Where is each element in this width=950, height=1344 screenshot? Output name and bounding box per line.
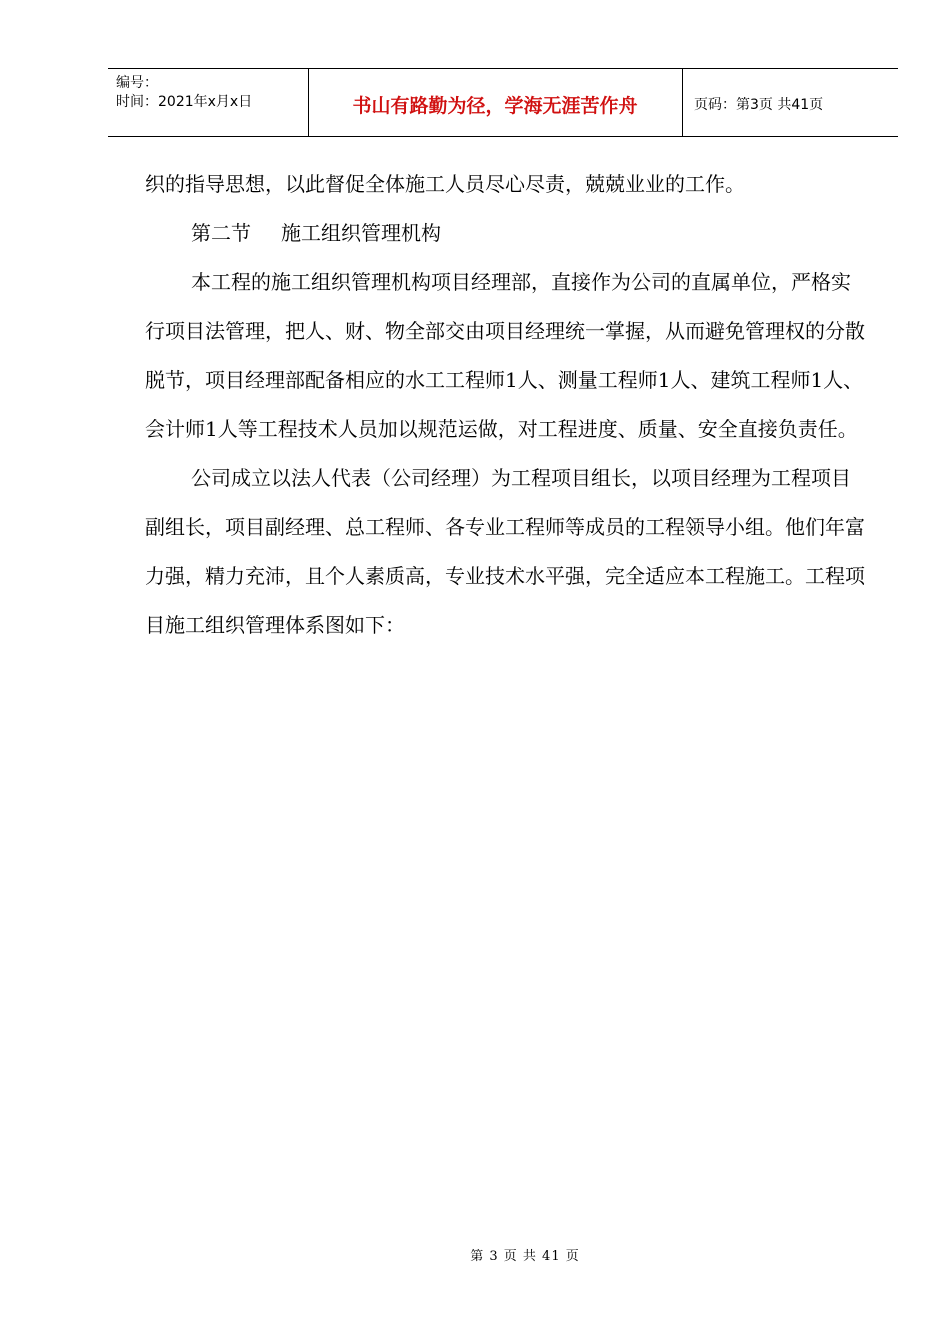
document-header xyxy=(108,68,898,137)
section-title: 施工组织管理机构 xyxy=(281,221,441,245)
document-body xyxy=(145,160,865,650)
header-page-code: 页码：第3页 共41页 xyxy=(694,97,824,113)
header-motto: 书山有路勤为径，学海无涯苦作舟 xyxy=(352,95,638,117)
document-time-label: 时间：2021年x月x日 xyxy=(116,94,253,110)
header-page-cell xyxy=(684,69,898,136)
paragraph-leadership-group: 公司成立以法人代表（公司经理）为工程项目组长，以项目经理为工程项目副组长，项目副经理、总工程师、各专业工程师等成员的工程领导小组。他们年富力强，精力充沛，且个人素质高，专业技术水平强，完全适应本工程施工。工程项目施工组织管理体系图如下： xyxy=(145,466,865,637)
section-number: 第二节 xyxy=(191,221,251,245)
paragraph-continued: 织的指导思想，以此督促全体施工人员尽心尽责，兢兢业业的工作。 xyxy=(145,172,745,196)
header-motto-cell xyxy=(308,69,683,136)
header-meta-cell xyxy=(108,69,309,136)
document-number-label: 编号： xyxy=(116,75,158,91)
footer-page-number: 第 3 页 共 41 页 xyxy=(470,1249,580,1264)
section-heading xyxy=(145,209,865,258)
page-footer xyxy=(0,1245,950,1264)
paragraph-organization: 本工程的施工组织管理机构项目经理部，直接作为公司的直属单位，严格实行项目法管理，把人、财、物全部交由项目经理统一掌握，从而避免管理权的分散脱节，项目经理部配备相应的水工工程师1人、测量工程师1人、建筑工程师1人、会计师1人等工程技术人员加以规范运做，对工程进度、质量、安全直接负责任。 xyxy=(145,270,865,441)
